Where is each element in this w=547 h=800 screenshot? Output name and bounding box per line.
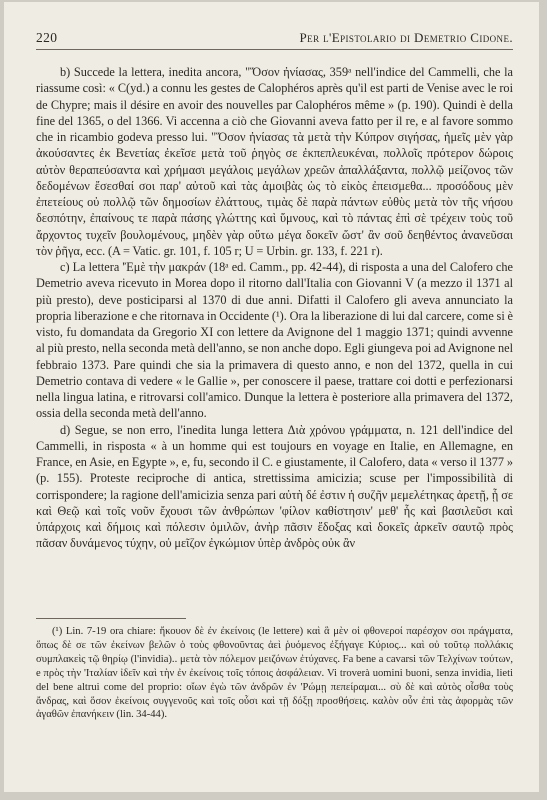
paragraph-c: c) La lettera 'Ἐμὲ τὴν μακράν (18ᵃ ed. Camm., pp. 42-44), di risposta a una del Calofero che Demetrio aveva ricevuto in Morea dopo il ritorno dall'Italia con Giovanni V (a mezzo il 1371 al più presto), deve posticiparsi al 1370 di due anni. Difatti il Calofero gli aveva annunciato la propria liberazione e che ritornava in Occidente (¹). Ora la liberazione di lui dal carcere, come si è visto, fu domandata da Gregorio XI con lettere da Avignone del 1 maggio 1371; quindi avvenne al più presto, nella seconda metà dell'anno, se non anche dopo. Egli giungeva poi ad Avignone nel febbraio 1373. Pare quindi che sia la primavera di questo anno, e non del 1372, quella in cui Demetrio contava di vedere « le Gallie », per conoscere il paese, trattare coi dotti e perfezionarsi nella lingua latina, e ritrovarsi coll'amico. Dunque la lettera è posteriore alla primavera del 1372, ossia della seconda metà dell'anno. bbox=[36, 260, 513, 421]
page-number: 220 bbox=[36, 30, 58, 45]
footnote-1: (¹) Lin. 7-19 ora chiare: ἤκουον δὲ ἐν ἐκείνοις (le lettere) καὶ ἃ μὲν οἱ φθονεροί παρέσχον σοι πράγματα, ὅπως δὲ σε τῶν ἐκείνων βελῶν ὁ τοὺς φθονοῦντας ἀεὶ ῥυόμενος ἐξήγαγε Κύριος... καὶ οὐ τοῦτῳ πολλάκις συμπλακεὶς τῷ θηρίῳ (l'invidia).. μετὰ τὸν πόλεμον μειζόνων ἐτύχανες. Fa bene a cavarsi τῶν Τελχίνων τούτων, e πρὸς τὴν 'Ιταλίαν ἰδεῖν καὶ τὴν ἐν ἐκείνοις τοῖς τόποις ἀσφάλειαν. Vi troverà uomini buoni, senza invidia, lieti del bene altrui come del proprio: οἴων ἐγὼ τῶν ἀνδρῶν ἐν 'Ρώμῃ πεπείραμαι... σὺ δὲ καὶ αὐτὸς οἶσθα τοὺς ἄνδρας, καὶ ὅσον ἐκείνοις συγγενοῦς καὶ τοῖς οὖσι καὶ τῇ δόξῃ προσθήσεις. καλὸν οὖν ἐπὶ τὰς ἀφορμὰς τῶν ἀγαθῶν ἐπανήκειν (lin. 34-44). bbox=[36, 626, 513, 721]
page-header bbox=[36, 30, 513, 50]
footnotes bbox=[36, 618, 513, 722]
main-text bbox=[36, 64, 513, 552]
footnote-rule bbox=[36, 618, 186, 619]
book-page bbox=[4, 2, 539, 792]
paragraph-d: d) Segue, se non erro, l'inedita lunga lettera Διὰ χρόνου γράμματα, n. 121 dell'indice del Cammelli, in risposta « à un homme qui est toujours en voyage en Italie, en Allemagne, en France, en Asie, en Egypte », e, fu, secondo il C. e giustamente, il Calofero, data « verso il 1377 » (p. 155). Proteste reciproche di antica, strettissima amicizia; scuse per l'impossibilità di corrispondere; la ragione dell'amicizia senza pari αὐτὴ δέ ἐστιν ἡ συζῆν μεμελέτηκας ἀρετῇ, ᾗ σε καὶ Θεῷ καὶ τοῖς νοῦν ἔχουσι τῶν ἀνθρώπων 'φίλον καθίστησιν' μεθ' ἧς καὶ βασιλεῦσι καὶ ὑπάρχοις καὶ δήμοις καὶ πόλεσιν ὁμιλῶν, ἀνὴρ πᾶσιν ἔδοξας καὶ δοκεῖς ἀρκεῖν σαυτῷ πρὸς πᾶσαν δυνάμενος τύχην, οὐ μεῖζον ἐγκώμιον ὑπὲρ ἀνδρὸς οὐκ ἂν bbox=[36, 422, 513, 551]
running-title: Per l'Epistolario di Demetrio Cidone. bbox=[299, 30, 513, 45]
paragraph-b: b) Succede la lettera, inedita ancora, "Ὅσον ἠνίασας, 359ᵃ nell'indice del Cammelli, che la riassume così: « C(yd.) a connu les gestes de Calophéros après qu'il est parti de Venise avec le roi de Chypre; mais il désire en avoir des nouvelles par Calophéros même » (p. 190). Quindi è della fine del 1365, o del 1366. Vi accenna a ciò che Giovanni aveva fatto per il re, e al favore sommo che in ricambio godeva presso lui. "Ὅσον ἠνίασας τὰ μετὰ τὴν Κύπρον σιγήσας, ἡμεῖς μὲν γὰρ ἀκούσαντες ἐκ Βενετίας ἐκεῖσε μετὰ τοῦ ῥηγὸς σε ἐκπεπλευκέναι, πολλοῖς πρότερον δώροις αὐτὸν θεραπεύσαντα καὶ χρήμασι μεγάλοις μεγάλων χρεῶν ἀπαλλάξαντα, πολλῷ μείζονος τῶν δεδομένων ἔσεσθαί σοι παρ' αὐτοῦ καὶ τὰς ἀμοιβὰς ὡς τὸ εἰκὸς ἐπεισμεθα... προσόδους μὲν ἐπετείους οὐ πολλῷ τῶν δημοσίων ἐλάττους, τιμὰς δὲ παρὰ πάντων εὐθὺς μετὰ τὸν τῆς νήσου δεσπότην, ἐπαίνους τε παρὰ πάσης γλώττης καὶ ὕμνους, καὶ τὸ πάντας ἐπὶ σὲ τρέχειν τοὺς τοῦ ἄρχοντος τυχεῖν βουλομένους, μηδὲν γὰρ οὕτω μέγα δοκεῖν ὥστ' ἂν σοῦ δεηθέντος ἀνανεῦσαι τὸν ῥῆγα, ecc. (A = Vatic. gr. 101, f. 105 r; U = Urbin. gr. 133, f. 221 r). bbox=[36, 65, 513, 258]
